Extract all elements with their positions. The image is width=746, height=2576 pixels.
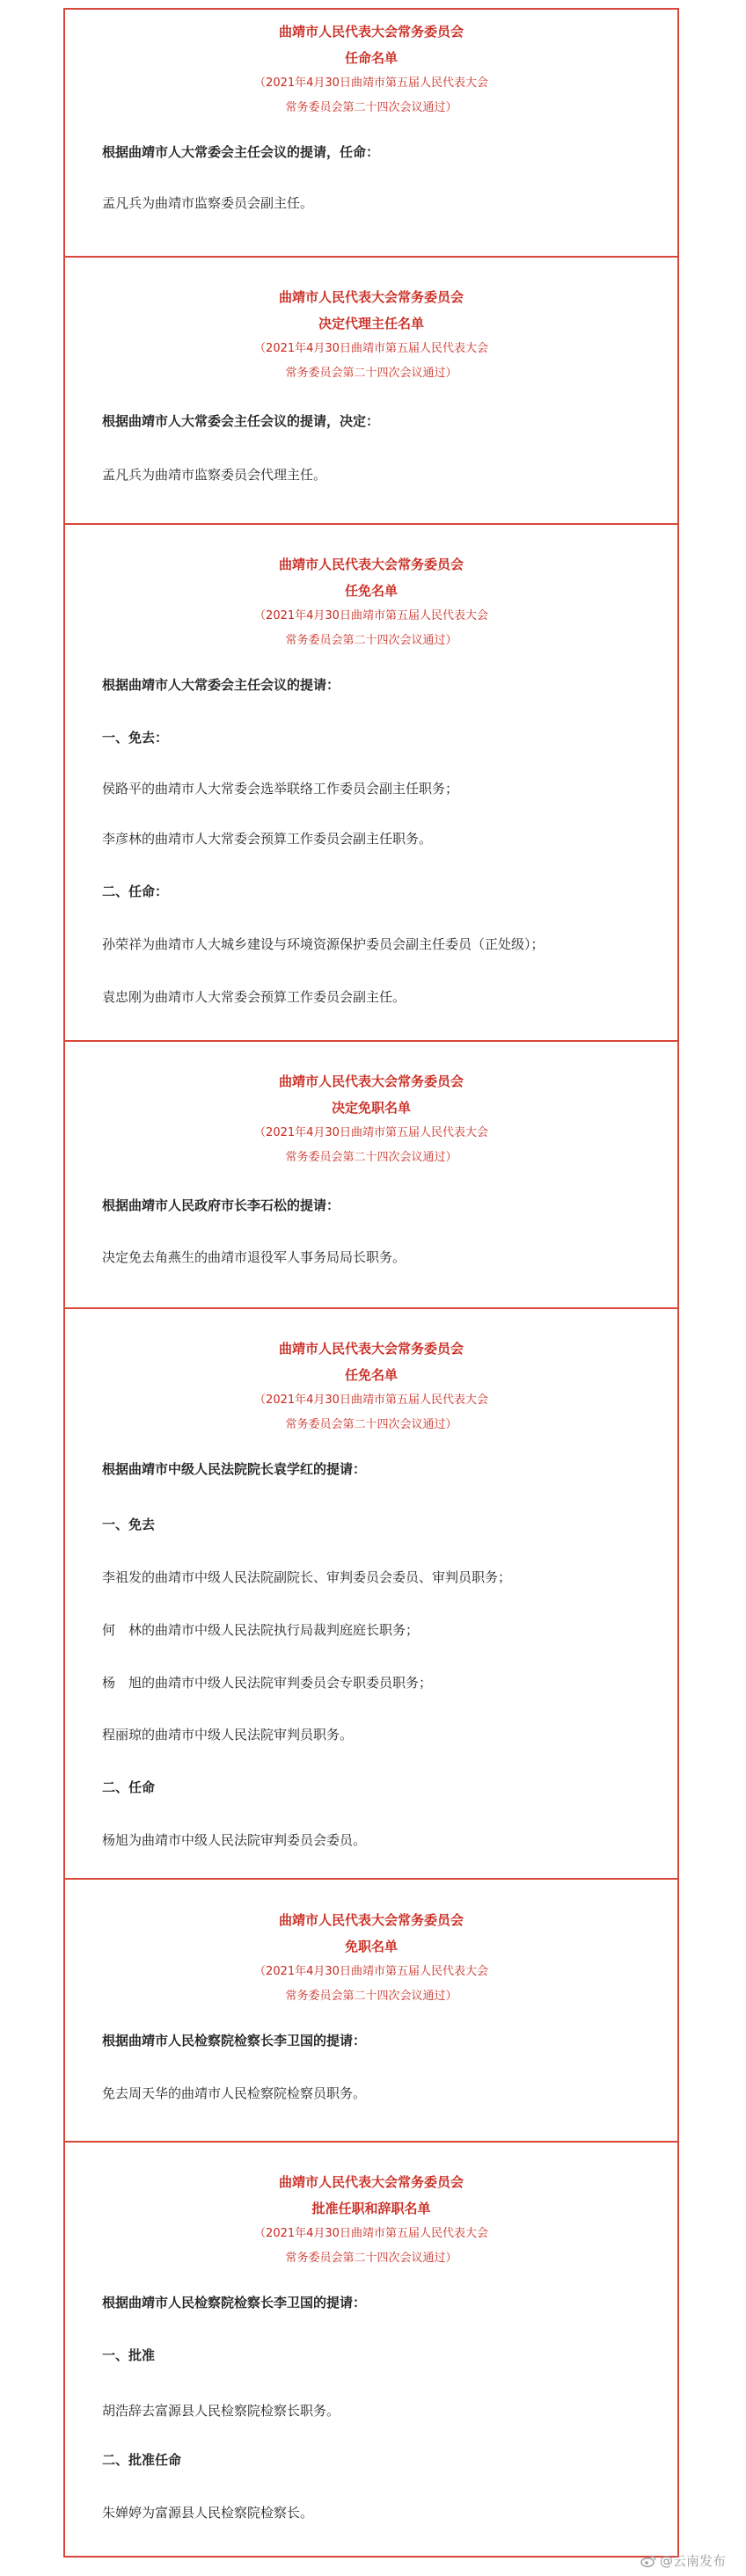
body-line: 孟凡兵为曲靖市监察委员会副主任。 (102, 195, 314, 211)
section-heading-line: 根据曲靖市人民检察院检察长李卫国的提请： (102, 2033, 367, 2048)
section-title: 曲靖市人民代表大会常务委员会 (278, 289, 464, 305)
section-divider (65, 2141, 677, 2143)
body-line: 何 林的曲靖市中级人民法院执行局裁判庭庭长职务； (102, 1622, 420, 1638)
section-divider (65, 1878, 677, 1880)
section-heading-line: 二、任命： (102, 884, 169, 899)
section-subtitle: 批准任职和辞职名单 (311, 2201, 431, 2216)
body-line: 杨 旭的曲靖市中级人民法院审判委员会专职委员职务； (102, 1675, 433, 1691)
body-line: 决定免去角燕生的曲靖市退役军人事务局局长职务。 (102, 1249, 406, 1265)
section-title: 曲靖市人民代表大会常务委员会 (278, 24, 464, 40)
section-note: （2021年4月30日曲靖市第五届人民代表大会 (254, 1394, 488, 1407)
section-heading-line: 二、任命 (102, 1779, 156, 1795)
body-line: 袁忠刚为曲靖市人大常委会预算工作委员会副主任。 (102, 989, 406, 1005)
body-line: 李彦林的曲靖市人大常委会预算工作委员会副主任职务。 (102, 831, 433, 847)
section-subtitle: 任命名单 (344, 50, 398, 66)
section-heading-line: 根据曲靖市人大常委会主任会议的提请，决定： (102, 413, 380, 429)
section-subtitle: 决定代理主任名单 (318, 316, 424, 331)
weibo-icon (640, 2555, 656, 2567)
section-note: （2021年4月30日曲靖市第五届人民代表大会 (254, 342, 488, 355)
section-note: 常务委员会第二十四次会议通过） (285, 1151, 457, 1164)
body-line: 孟凡兵为曲靖市监察委员会代理主任。 (102, 467, 327, 483)
body-line: 程丽琼的曲靖市中级人民法院审判员职务。 (102, 1727, 354, 1743)
section-subtitle: 任免名单 (344, 1367, 398, 1383)
section-note: （2021年4月30日曲靖市第五届人民代表大会 (254, 1965, 488, 1978)
section-title: 曲靖市人民代表大会常务委员会 (278, 1073, 464, 1089)
section-divider (65, 523, 677, 525)
document-frame (63, 8, 679, 2558)
section-heading-line: 一、免去 (102, 1517, 156, 1532)
section-title: 曲靖市人民代表大会常务委员会 (278, 1341, 464, 1357)
watermark-text: @云南发布 (660, 2553, 727, 2569)
section-heading-line: 根据曲靖市中级人民法院院长袁学红的提请： (102, 1461, 367, 1477)
section-heading-line: 根据曲靖市人民检察院检察长李卫国的提请： (102, 2295, 367, 2310)
section-note: 常务委员会第二十四次会议通过） (285, 1418, 457, 1431)
section-heading-line: 二、批准任命 (102, 2452, 182, 2468)
section-title: 曲靖市人民代表大会常务委员会 (278, 1912, 464, 1928)
section-note: （2021年4月30日曲靖市第五届人民代表大会 (254, 2227, 488, 2240)
section-subtitle: 决定免职名单 (331, 1100, 411, 1116)
section-note: 常务委员会第二十四次会议通过） (285, 101, 457, 114)
section-title: 曲靖市人民代表大会常务委员会 (278, 557, 464, 572)
body-line: 免去周天华的曲靖市人民检察院检察员职务。 (102, 2085, 367, 2101)
section-note: 常务委员会第二十四次会议通过） (285, 634, 457, 647)
body-line: 杨旭为曲靖市中级人民法院审判委员会委员。 (102, 1832, 367, 1848)
section-note: （2021年4月30日曲靖市第五届人民代表大会 (254, 76, 488, 90)
body-line: 李祖发的曲靖市中级人民法院副院长、审判委员会委员、审判员职务； (102, 1569, 512, 1585)
body-line: 胡浩辞去富源县人民检察院检察长职务。 (102, 2403, 340, 2419)
section-subtitle: 免职名单 (344, 1939, 398, 1954)
body-line: 朱婵婷为富源县人民检察院检察长。 (102, 2505, 314, 2521)
body-line: 侯路平的曲靖市人大常委会选举联络工作委员会副主任职务； (102, 781, 459, 797)
body-line: 孙荣祥为曲靖市人大城乡建设与环境资源保护委员会副主任委员（正处级）； (102, 936, 545, 952)
section-heading-line: 根据曲靖市人大常委会主任会议的提请： (102, 677, 340, 693)
section-subtitle: 任免名单 (344, 583, 398, 599)
section-note: 常务委员会第二十四次会议通过） (285, 1990, 457, 2003)
section-note: 常务委员会第二十四次会议通过） (285, 367, 457, 380)
section-divider (65, 1307, 677, 1309)
section-note: （2021年4月30日曲靖市第五届人民代表大会 (254, 609, 488, 622)
section-note: （2021年4月30日曲靖市第五届人民代表大会 (254, 1126, 488, 1139)
section-heading-line: 根据曲靖市人民政府市长李石松的提请： (102, 1197, 340, 1213)
weibo-watermark (640, 2551, 726, 2570)
section-title: 曲靖市人民代表大会常务委员会 (278, 2174, 464, 2190)
section-heading-line: 根据曲靖市人大常委会主任会议的提请，任命： (102, 144, 380, 160)
section-note: 常务委员会第二十四次会议通过） (285, 2252, 457, 2265)
section-divider (65, 1040, 677, 1042)
section-divider (65, 256, 677, 258)
section-heading-line: 一、免去： (102, 730, 169, 746)
section-heading-line: 一、批准 (102, 2347, 156, 2363)
